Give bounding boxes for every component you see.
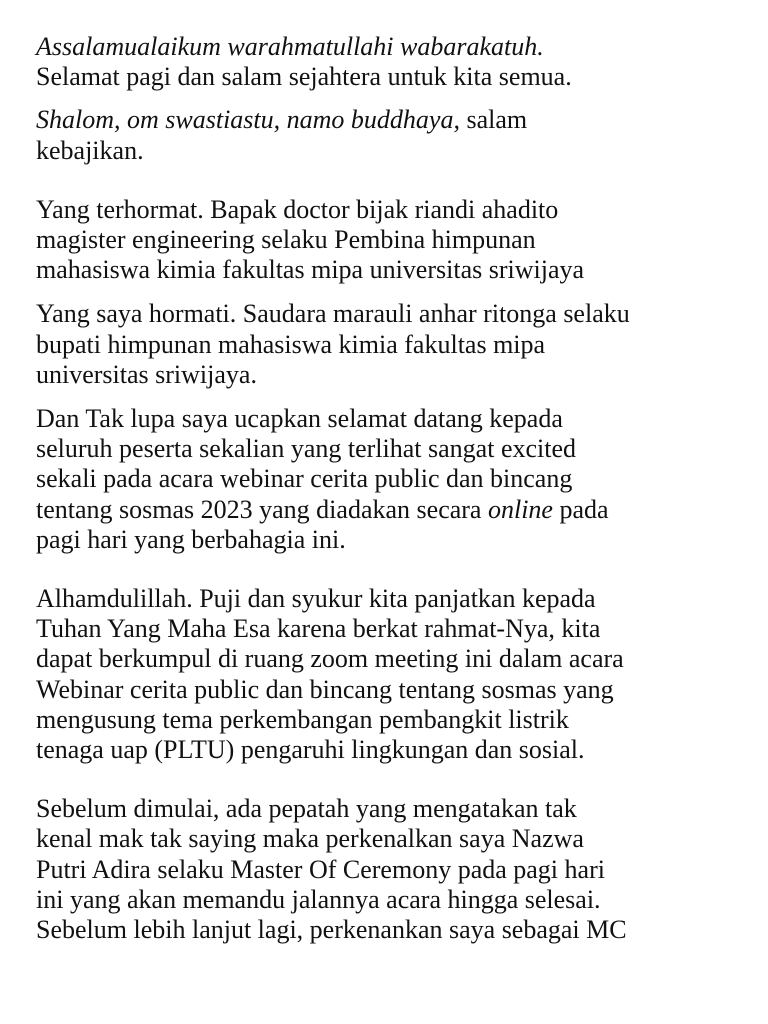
text-line: Sebelum lebih lanjut lagi, perkenankan saya sebagai MC (36, 915, 627, 945)
paragraph-honorable-patron (36, 195, 738, 286)
paragraph-spacer (36, 765, 738, 794)
text-line: mengusung tema perkembangan pembangkit listrik (36, 704, 569, 734)
greeting-line: Selamat pagi dan salam sejahtera untuk kita semua. (36, 62, 572, 92)
text-line: tenaga uap (PLTU) pengaruhi lingkungan dan sosial. (36, 735, 585, 765)
paragraph-gratitude (36, 584, 738, 765)
paragraph-spacer (36, 166, 738, 195)
text-line: magister engineering selaku Pembina himpunan (36, 225, 536, 255)
text-line: bupati himpunan mahasiswa kimia fakultas mipa (36, 329, 546, 359)
text-line: Yang saya hormati. Saudara marauli anhar ritonga selaku (36, 299, 630, 329)
text-line (36, 495, 738, 525)
paragraph-interfaith-greeting (36, 105, 738, 165)
paragraph-welcome (36, 404, 738, 555)
italic-phrase: Shalom, om swastiastu, namo buddhaya, (36, 105, 460, 135)
text-line: pagi hari yang berbahagia ini. (36, 524, 346, 554)
text-line: Putri Adira selaku Master Of Ceremony pada pagi hari (36, 854, 605, 884)
text-line: sekali pada acara webinar cerita public dan bincang (36, 464, 573, 494)
text-line: ini yang akan memandu jalannya acara hingga selesai. (36, 884, 601, 914)
text-line: Tuhan Yang Maha Esa karena berkat rahmat-Nya, kita (36, 614, 601, 644)
text-line: Yang terhormat. Bapak doctor bijak riandi ahadito (36, 194, 559, 224)
text-line: mahasiswa kimia fakultas mipa universitas sriwijaya (36, 255, 585, 285)
text-run: tentang sosmas 2023 yang diadakan secara (36, 494, 488, 524)
text-line: Dan Tak lupa saya ucapkan selamat datang kepada (36, 404, 563, 434)
paragraph-honorable-chair (36, 299, 738, 390)
paragraph-mc-introduction (36, 794, 738, 945)
text-run: salam (459, 105, 528, 135)
text-line: kebajikan. (36, 135, 144, 165)
text-line: dapat berkumpul di ruang zoom meeting ini dalam acara (36, 644, 624, 674)
text-line (36, 105, 738, 135)
text-line: universitas sriwijaya. (36, 359, 257, 389)
italic-word: online (487, 494, 553, 524)
paragraph-greeting (36, 32, 738, 92)
text-line: Sebelum dimulai, ada pepatah yang mengatakan tak (36, 794, 577, 824)
text-line: seluruh peserta sekalian yang terlihat sangat excited (36, 434, 577, 464)
paragraph-spacer (36, 285, 738, 299)
paragraph-spacer (36, 555, 738, 584)
text-line: kenal mak tak saying maka perkenalkan saya Nazwa (36, 824, 584, 854)
greeting-line: Assalamualaikum warahmatullahi wabarakatuh. (36, 32, 544, 61)
text-run: pada (552, 494, 609, 524)
text-line: Webinar cerita public dan bincang tentang sosmas yang (36, 674, 614, 704)
paragraph-spacer (36, 390, 738, 404)
text-line: Alhamdulillah. Puji dan syukur kita panjatkan kepada (36, 584, 596, 614)
paragraph-spacer (36, 92, 738, 105)
